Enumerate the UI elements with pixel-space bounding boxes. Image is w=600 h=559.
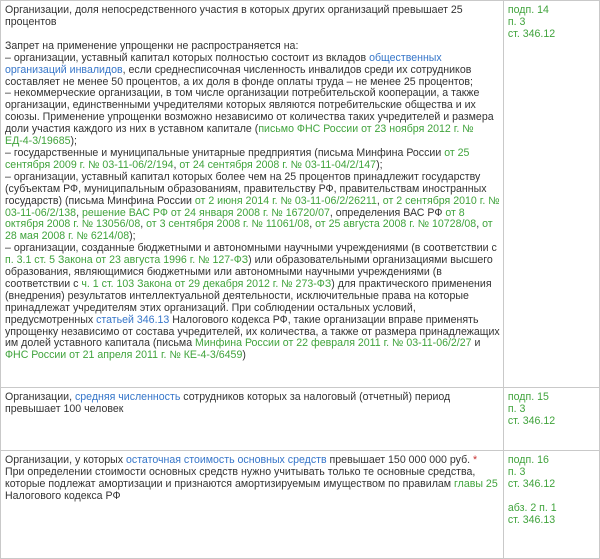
ref-link[interactable]: абз. 2 п. 1	[507, 501, 557, 514]
row-title	[5, 392, 500, 416]
text: – организации, уставный капитал которых более чем на 25 процентов принадлежит государству (субъектам РФ, муниципальным образованиям, правительству РФ, правительствам иностранных государств) (письма Минфина России	[5, 170, 487, 207]
row-note	[5, 467, 500, 503]
text: и	[471, 337, 481, 350]
row-reference	[503, 388, 599, 451]
text: ) для практического применения (внедрения) результатов интеллектуальной деятельности, исключительные права на которые принадлежат учредителям этих организаций. При соблюдении остальных условий, предусмотренных	[5, 277, 492, 326]
link-minfin-letter[interactable]: Минфина России от 22 февраля 2011 г. № 03-11-06/2/27	[195, 337, 472, 350]
link-law-127[interactable]: п. 3.1 ст. 5 Закона от 23 августа 1996 г. № 127-ФЗ	[5, 254, 249, 267]
text: , если среднесписочная численность инвалидов среди их сотрудников составляет не менее 50 процентов, а их доля в фонде оплаты труда – не менее 25 процентов;	[5, 63, 473, 88]
text: ) или образовательными организациями высшего образования, являющимися бюджетными или автономными научными учреждениями (в соответствии с	[5, 254, 493, 290]
footnote-marker: *	[470, 454, 478, 466]
link-vas-ruling[interactable]: от 8 октября 2008 г. № 13056/08	[5, 206, 465, 231]
ref-link[interactable]: п. 3	[507, 465, 526, 478]
exception-item	[5, 88, 500, 148]
text: , определения ВАС РФ	[329, 206, 446, 219]
exception-item	[5, 53, 500, 89]
link-fns-letter[interactable]: письмо ФНС России от 23 ноября 2012 г. № ЕД-4-3/19685	[5, 123, 474, 148]
exception-item	[5, 148, 500, 172]
row-reference	[503, 1, 599, 388]
row-reference	[503, 451, 599, 559]
table-row	[1, 388, 600, 451]
link-residual-value[interactable]: остаточная стоимость основных средств	[126, 454, 327, 466]
link-minfin-letter[interactable]: от 24 сентября 2008 г. № 03-11-04/2/147	[179, 158, 377, 171]
row-title: Организации, доля непосредственного участия в которых других организаций превышает 25 процентов	[5, 4, 463, 28]
table-row	[1, 451, 600, 559]
link-chapter-25[interactable]: главы 25	[454, 477, 498, 490]
link-vas-ruling[interactable]: от 3 сентября 2008 г. № 11061/08	[146, 218, 310, 231]
ref-link[interactable]: ст. 346.12	[507, 414, 556, 427]
text: ,	[309, 218, 316, 231]
text: );	[70, 135, 77, 148]
text: ,	[476, 218, 483, 231]
ref-link[interactable]: п. 3	[507, 15, 526, 28]
text: );	[129, 230, 136, 243]
link-minfin-letter[interactable]: от 2 июня 2014 г. № 03-11-06/2/26211	[194, 194, 377, 207]
ref-link[interactable]: подп. 16	[507, 454, 549, 466]
text: ,	[173, 158, 180, 171]
link-minfin-letter[interactable]: от 25 сентября 2009 г. № 03-11-06/2/194	[5, 146, 470, 171]
text: При определении стоимости основных средств нужно учитывать только те основные средства, которые подлежат амортизации и признаются амортизируемым имуществом по правилам	[5, 465, 476, 490]
text: – организации, созданные бюджетными и автономными научными учреждениями (в соответствии с	[5, 242, 497, 255]
text: – государственные и муниципальные унитарные предприятия (письма Минфина России	[5, 146, 445, 159]
text: )	[242, 349, 246, 362]
link-law-273[interactable]: ч. 1 ст. 103 Закона от 29 декабря 2012 г. № 273-ФЗ	[81, 277, 332, 290]
row-description	[1, 451, 504, 559]
link-fns-letter[interactable]: ФНС России от 21 апреля 2011 г. № КЕ-4-3/6459	[5, 349, 243, 362]
text: Налогового кодекса РФ, такие организации вправе применять упрощенку независимо от состава учредителей, их количества, а также от размера принадлежащих им долей уставного капитала (письма	[5, 313, 500, 350]
text: Организации, у которых	[5, 454, 126, 466]
text: ,	[376, 194, 383, 207]
ref-link[interactable]: подп. 14	[507, 4, 549, 16]
text: );	[376, 158, 383, 171]
table-row	[1, 1, 600, 388]
link-vas-ruling[interactable]: от 28 мая 2008 г. № 6214/08	[5, 218, 493, 243]
text: превышает 150 000 000 руб.	[326, 454, 471, 466]
text: Организации,	[5, 391, 75, 403]
text: сотрудников которых за налоговый (отчетный) период превышает 100 человек	[5, 391, 451, 415]
ref-link[interactable]: п. 3	[507, 402, 526, 415]
link-average-headcount[interactable]: средняя численность	[74, 391, 181, 403]
link-minfin-letter[interactable]: от 2 сентября 2010 г. № 03-11-06/2/138	[5, 194, 500, 219]
link-disabled-orgs[interactable]: общественных организаций инвалидов	[5, 51, 442, 76]
ref-link[interactable]: ст. 346.13	[507, 513, 556, 526]
link-vas-ruling[interactable]: от 25 августа 2008 г. № 10728/08	[315, 218, 477, 231]
text: ,	[140, 218, 147, 231]
link-vas-decision[interactable]: решение ВАС РФ от 24 января 2008 г. № 16720/07	[81, 206, 330, 219]
ref-link[interactable]: подп. 15	[507, 391, 549, 403]
link-article-346-13[interactable]: статьей 346.13	[96, 313, 170, 326]
row-description	[1, 388, 504, 451]
exceptions-intro: Запрет на применение упрощенки не распространяется на:	[5, 39, 299, 52]
ref-link[interactable]: ст. 346.12	[507, 27, 556, 40]
text: – организации, уставный капитал которых полностью состоит из вкладов	[5, 51, 370, 64]
row-description	[1, 1, 504, 388]
text: ,	[76, 206, 82, 219]
exception-item	[5, 243, 500, 362]
exception-item	[5, 172, 500, 243]
text: Налогового кодекса РФ	[5, 489, 121, 502]
ref-group	[508, 503, 596, 527]
ref-link[interactable]: ст. 346.12	[507, 477, 556, 490]
text: – некоммерческие организации, в том числе организации потребительской кооперации, а также организации, единственными учредителями которых являются потребительские общества и их союзы. Применение упрощенки возможно независимо от количества таких учредителей и размера доли участия каждого из них в уставном капитале (	[5, 87, 494, 136]
